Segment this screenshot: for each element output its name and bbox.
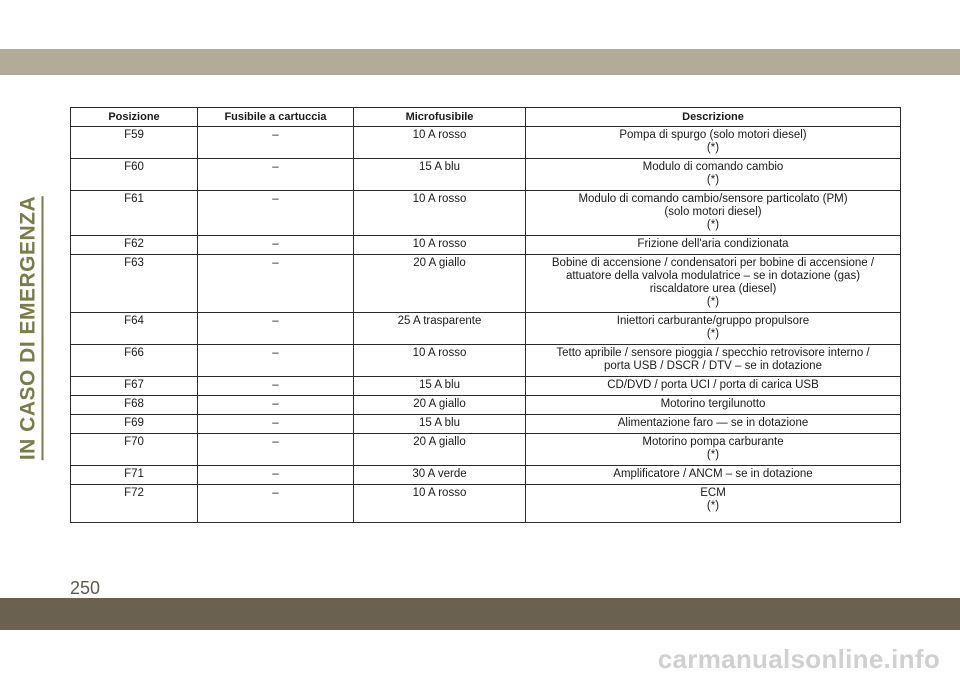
cell-micro-fuse: 10 A rosso	[354, 236, 526, 255]
cell-description: Amplificatore / ANCM – se in dotazione	[526, 466, 901, 485]
cell-description: Pompa di spurgo (solo motori diesel) (*)	[526, 127, 901, 159]
cell-cartridge-fuse: –	[198, 313, 354, 345]
cell-micro-fuse: 10 A rosso	[354, 191, 526, 236]
cell-micro-fuse: 10 A rosso	[354, 127, 526, 159]
table-row	[71, 377, 901, 396]
cell-description: Modulo di comando cambio/sensore particolato (PM) (solo motori diesel) (*)	[526, 191, 901, 236]
cell-micro-fuse: 15 A blu	[354, 415, 526, 434]
cell-description: Frizione dell'aria condizionata	[526, 236, 901, 255]
page-number: 250	[70, 578, 101, 598]
cell-description: Bobine di accensione / condensatori per bobine di accensione / attuatore della valvola modulatrice – se in dotazione (gas) riscaldatore urea (diesel) (*)	[526, 255, 901, 313]
cell-position: F68	[71, 396, 198, 415]
cell-description: Tetto apribile / sensore pioggia / specchio retrovisore interno / porta USB / DSCR / DTV – se in dotazione	[526, 345, 901, 377]
cell-micro-fuse: 20 A giallo	[354, 255, 526, 313]
table-row	[71, 345, 901, 377]
cell-cartridge-fuse: –	[198, 236, 354, 255]
section-title-text: IN CASO DI EMERGENZA	[17, 196, 44, 460]
cell-position: F63	[71, 255, 198, 313]
cell-cartridge-fuse: –	[198, 396, 354, 415]
table-row	[71, 255, 901, 313]
table-row	[71, 466, 901, 485]
cell-description: Iniettori carburante/gruppo propulsore (*)	[526, 313, 901, 345]
column-header-microfusibile: Microfusibile	[354, 108, 526, 127]
table-row	[71, 191, 901, 236]
table-row	[71, 313, 901, 345]
cell-cartridge-fuse: –	[198, 415, 354, 434]
cell-cartridge-fuse: –	[198, 255, 354, 313]
table-row	[71, 236, 901, 255]
cell-micro-fuse: 25 A trasparente	[354, 313, 526, 345]
cell-description: ECM (*)	[526, 485, 901, 523]
cell-micro-fuse: 15 A blu	[354, 159, 526, 191]
cell-position: F67	[71, 377, 198, 396]
header-band	[0, 49, 960, 75]
watermark-text: carmanualsonline.info	[657, 644, 940, 674]
column-header-posizione: Posizione	[71, 108, 198, 127]
table-row	[71, 415, 901, 434]
cell-position: F60	[71, 159, 198, 191]
cell-micro-fuse: 10 A rosso	[354, 485, 526, 523]
column-header-fusibile: Fusibile a cartuccia	[198, 108, 354, 127]
cell-micro-fuse: 15 A blu	[354, 377, 526, 396]
table-row	[71, 434, 901, 466]
cell-cartridge-fuse: –	[198, 159, 354, 191]
cell-micro-fuse: 30 A verde	[354, 466, 526, 485]
cell-cartridge-fuse: –	[198, 345, 354, 377]
cell-position: F71	[71, 466, 198, 485]
cell-cartridge-fuse: –	[198, 377, 354, 396]
table-row	[71, 396, 901, 415]
table-header-row	[71, 108, 901, 127]
cell-micro-fuse: 20 A giallo	[354, 434, 526, 466]
cell-position: F69	[71, 415, 198, 434]
cell-cartridge-fuse: –	[198, 485, 354, 523]
cell-position: F70	[71, 434, 198, 466]
cell-cartridge-fuse: –	[198, 466, 354, 485]
cell-micro-fuse: 20 A giallo	[354, 396, 526, 415]
cell-position: F64	[71, 313, 198, 345]
cell-position: F61	[71, 191, 198, 236]
column-header-descrizione: Descrizione	[526, 108, 901, 127]
cell-description: Motorino tergilunotto	[526, 396, 901, 415]
footer-band	[0, 598, 960, 630]
table-row	[71, 127, 901, 159]
fuse-table	[70, 107, 901, 523]
cell-position: F59	[71, 127, 198, 159]
cell-cartridge-fuse: –	[198, 434, 354, 466]
cell-cartridge-fuse: –	[198, 127, 354, 159]
cell-position: F72	[71, 485, 198, 523]
cell-description: CD/DVD / porta UCI / porta di carica USB	[526, 377, 901, 396]
cell-description: Modulo di comando cambio (*)	[526, 159, 901, 191]
cell-cartridge-fuse: –	[198, 191, 354, 236]
watermark	[0, 644, 960, 675]
cell-position: F62	[71, 236, 198, 255]
cell-micro-fuse: 10 A rosso	[354, 345, 526, 377]
cell-position: F66	[71, 345, 198, 377]
table-row	[71, 485, 901, 523]
cell-description: Alimentazione faro — se in dotazione	[526, 415, 901, 434]
table-row	[71, 159, 901, 191]
cell-description: Motorino pompa carburante (*)	[526, 434, 901, 466]
